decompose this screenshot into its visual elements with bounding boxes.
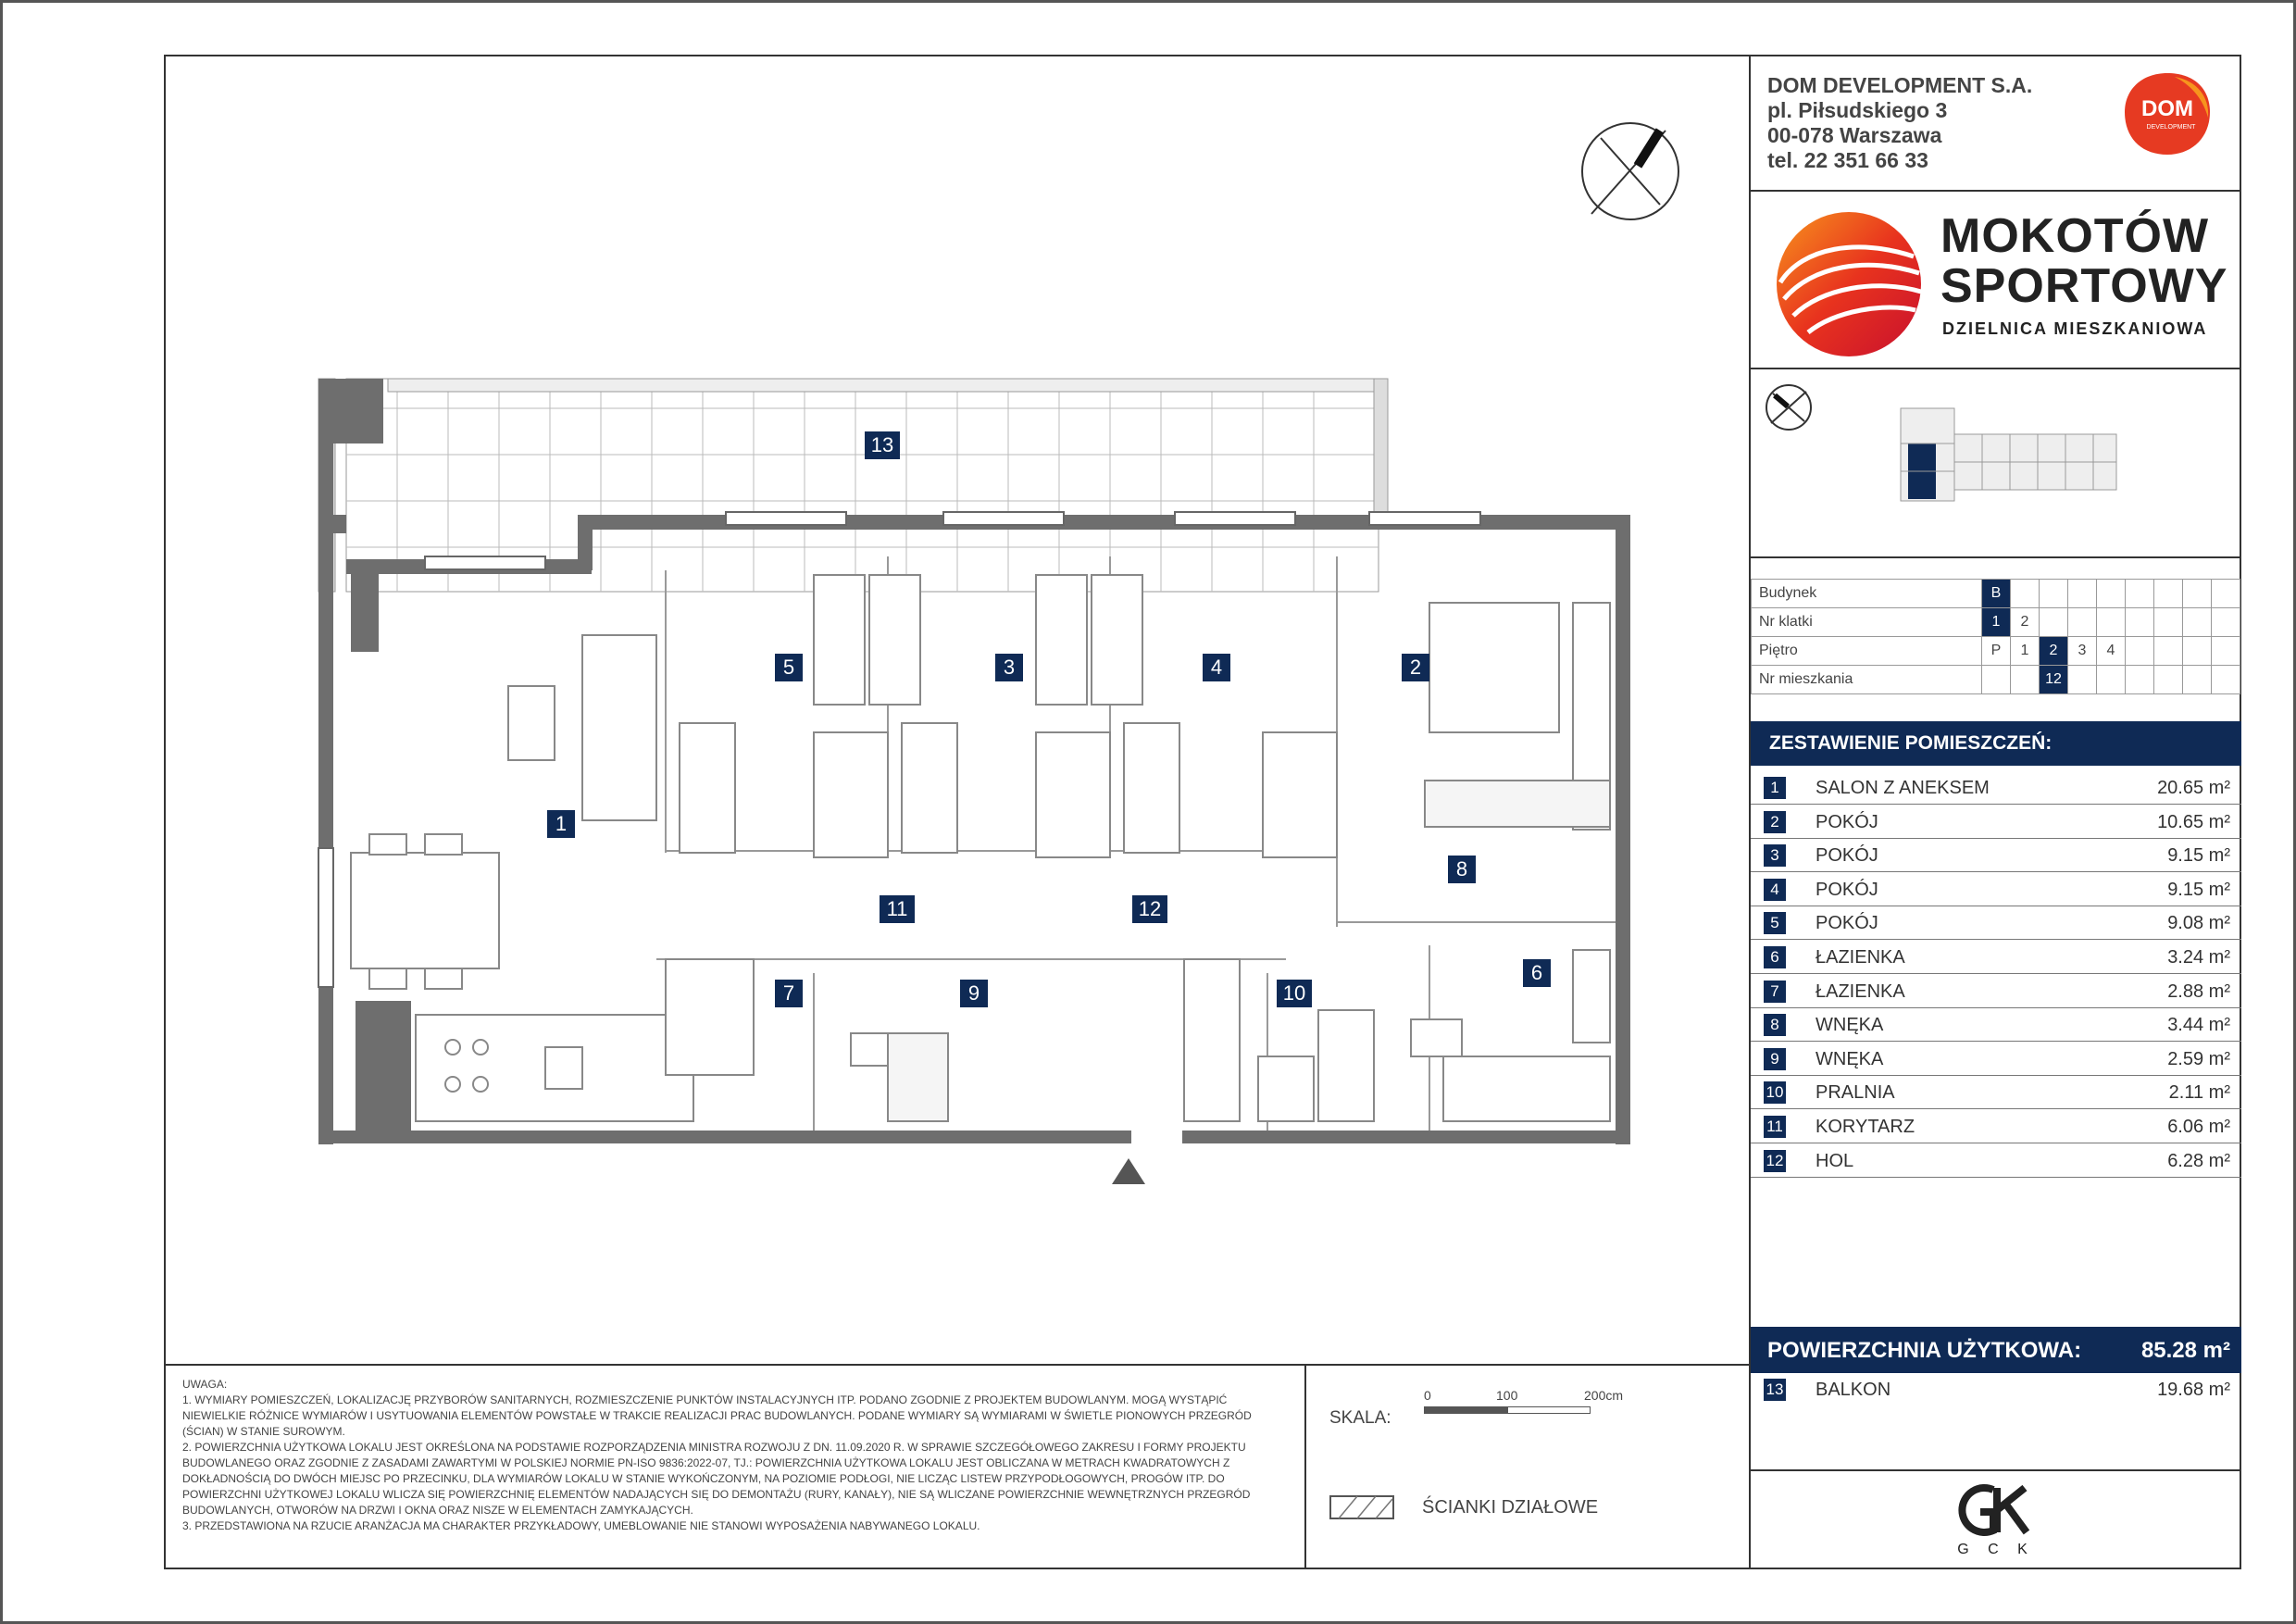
scale-tick-0: 0 [1424, 1388, 1431, 1403]
balcony-name: BALKON [1816, 1380, 1891, 1400]
info-cell [2126, 608, 2154, 637]
entrance-marker [1112, 1158, 1145, 1184]
room-name: POKÓJ [1816, 879, 1878, 900]
room-label-13: 13 [865, 431, 900, 459]
info-cell [2068, 608, 2097, 637]
scale-bar-white [1507, 1406, 1591, 1414]
project-branding [1751, 192, 2241, 369]
notes-section [166, 1364, 1749, 1569]
room-row [1751, 975, 2241, 1008]
project-subtitle: DZIELNICA MIESZKANIOWA [1942, 319, 2208, 338]
room-label-9: 9 [960, 980, 988, 1007]
notes [182, 1377, 1293, 1534]
room-name: KORYTARZ [1816, 1117, 1915, 1137]
info-cell [2183, 637, 2212, 666]
info-cell [2011, 666, 2040, 694]
room-area: 6.06 m² [2167, 1117, 2230, 1137]
info-cell [2154, 637, 2183, 666]
info-cell [2154, 666, 2183, 694]
room-row [1751, 839, 2241, 872]
balcony-area: 19.68 m² [2157, 1380, 2230, 1400]
info-row [1752, 637, 2240, 666]
unit-info-table [1751, 579, 2240, 694]
room-area: 9.08 m² [2167, 913, 2230, 934]
unit-info [1751, 579, 2241, 703]
info-cell [2068, 580, 2097, 608]
room-label-6: 6 [1523, 959, 1551, 987]
scale-tick-100: 100 [1496, 1388, 1518, 1403]
room-row [1751, 771, 2241, 805]
company-info [1751, 56, 2241, 192]
note-1: 1. WYMIARY POMIESZCZEŃ, LOKALIZACJĘ PRZYBORÓW SANITARNYCH, ROZMIESZCZENIE PUNKTÓW INSTALACYJNYCH ITP. PODANO ZGODNIE Z PROJEKTEM BUDOWLANYM. MOGĄ WYSTĄPIĆ NIEWIELKIE RÓŻNICE WYMIARÓW I USYTUOWANIA ELEMENTÓW POWSTAŁE W TRAKCIE REALIZACJI PRAC BUDOWLANYCH. PODANE WYMIARY SĄ WYMIARAMI W ŚWIETLE PIONOWYCH PRZEGRÓD (ŚCIAN) W STANIE SUROWYM. [182, 1393, 1252, 1438]
room-label-5: 5 [775, 654, 803, 681]
info-cell: B [1982, 580, 2011, 608]
gck-logo-icon [1953, 1482, 2036, 1538]
info-cell [2212, 637, 2240, 666]
info-cell [2183, 666, 2212, 694]
room-area: 9.15 m² [2167, 879, 2230, 900]
info-cell [2097, 666, 2126, 694]
compass-small-icon [1764, 382, 1814, 432]
info-cell [2097, 608, 2126, 637]
room-area: 2.11 m² [2168, 1082, 2230, 1104]
room-area: 9.15 m² [2167, 845, 2230, 867]
room-name: WNĘKA [1816, 1015, 1884, 1036]
info-cell [2154, 580, 2183, 608]
room-number: 1 [1764, 777, 1786, 799]
room-label-4: 4 [1203, 654, 1230, 681]
info-row [1752, 666, 2240, 694]
info-cell: 1 [1982, 608, 2011, 637]
room-number: 4 [1764, 879, 1786, 901]
info-row-label: Piętro [1752, 637, 1982, 666]
sheet-frame [164, 55, 2241, 1569]
company-address-2: 00-078 Warszawa [1767, 123, 1942, 147]
room-label-2: 2 [1402, 654, 1429, 681]
mokotow-sportowy-logo-icon [1775, 210, 1923, 358]
room-label-11: 11 [880, 895, 915, 923]
room-label-10: 10 [1277, 980, 1312, 1007]
notes-title: UWAGA: [182, 1378, 228, 1391]
info-cell [2212, 608, 2240, 637]
info-row [1752, 608, 2240, 637]
info-row-label: Budynek [1752, 580, 1982, 608]
dom-logo-subtext: DEVELOPMENT [2146, 124, 2196, 131]
compass-icon [1582, 123, 1678, 219]
info-cell [2126, 637, 2154, 666]
info-cell: 1 [2011, 637, 2040, 666]
company-name: DOM DEVELOPMENT S.A. [1767, 73, 2033, 97]
room-number: 3 [1764, 844, 1786, 867]
room-area: 6.28 m² [2167, 1150, 2230, 1171]
room-row [1751, 1008, 2241, 1042]
scale-section [1304, 1366, 1751, 1569]
company-phone: tel. 22 351 66 33 [1767, 148, 1928, 172]
info-cell [2040, 608, 2068, 637]
info-row-label: Nr mieszkania [1752, 666, 1982, 694]
room-number: 8 [1764, 1014, 1786, 1036]
info-cell: 2 [2040, 637, 2068, 666]
balcony-number: 13 [1764, 1379, 1786, 1401]
room-row [1751, 1076, 2241, 1109]
info-cell [2011, 580, 2040, 608]
partition-legend-label: ŚCIANKI DZIAŁOWE [1422, 1497, 1599, 1518]
info-cell [2212, 666, 2240, 694]
room-number: 11 [1764, 1116, 1786, 1138]
room-number: 12 [1764, 1150, 1786, 1172]
info-cell [2212, 580, 2240, 608]
info-cell [2154, 608, 2183, 637]
info-cell [2097, 580, 2126, 608]
balcony-row [1751, 1373, 2241, 1406]
room-name: POKÓJ [1816, 811, 1878, 832]
room-label-3: 3 [995, 654, 1023, 681]
floor-plan [166, 56, 1749, 1364]
info-cell [2126, 666, 2154, 694]
room-name: PRALNIA [1816, 1082, 1895, 1104]
room-area: 10.65 m² [2157, 811, 2230, 832]
room-name: POKÓJ [1816, 845, 1878, 867]
note-3: 3. PRZEDSTAWIONA NA RZUCIE ARANŻACJA MA CHARAKTER PRZYKŁADOWY, UMEBLOWANIE NIE STANOWI WYPOSAŻENIA NABYWANEGO LOKALU. [182, 1519, 980, 1532]
room-name: ŁAZIENKA [1816, 981, 1905, 1002]
room-area: 2.59 m² [2167, 1048, 2230, 1069]
room-row [1751, 906, 2241, 940]
room-name: ŁAZIENKA [1816, 947, 1905, 968]
key-plan-map [1899, 406, 2121, 508]
info-row-label: Nr klatki [1752, 608, 1982, 637]
room-number: 10 [1764, 1081, 1786, 1104]
dom-development-logo [2121, 69, 2214, 158]
room-row [1751, 1144, 2241, 1178]
info-cell: 2 [2011, 608, 2040, 637]
room-label-7: 7 [775, 980, 803, 1007]
room-label-12: 12 [1132, 895, 1167, 923]
company-address-1: pl. Piłsudskiego 3 [1767, 98, 1948, 122]
room-number: 7 [1764, 981, 1786, 1003]
info-cell [2068, 666, 2097, 694]
partition-hatch-icon [1329, 1495, 1394, 1519]
room-name: HOL [1816, 1150, 1854, 1171]
gck-letters: G C K [1957, 1542, 2035, 1557]
room-number: 5 [1764, 912, 1786, 934]
room-number: 2 [1764, 811, 1786, 833]
room-row [1751, 1110, 2241, 1143]
room-name: WNĘKA [1816, 1048, 1884, 1069]
room-name: POKÓJ [1816, 913, 1878, 934]
room-area: 3.44 m² [2167, 1015, 2230, 1036]
room-row [1751, 806, 2241, 839]
room-area: 20.65 m² [2157, 778, 2230, 798]
room-row [1751, 873, 2241, 906]
project-title-line1: MOKOTÓW [1940, 209, 2210, 263]
room-number: 6 [1764, 946, 1786, 968]
dom-logo-text: DOM [2141, 96, 2193, 121]
room-label-8: 8 [1448, 856, 1476, 883]
room-row [1751, 1043, 2241, 1076]
total-area-value: 85.28 m² [2140, 1338, 2230, 1363]
room-name: SALON Z ANEKSEM [1816, 778, 1990, 798]
info-sidebar [1749, 56, 2241, 1568]
room-number: 9 [1764, 1048, 1786, 1070]
info-cell [1982, 666, 2011, 694]
rooms-header: ZESTAWIENIE POMIESZCZEŃ: [1751, 721, 2241, 766]
scale-bar-black [1424, 1406, 1507, 1414]
info-cell [2183, 608, 2212, 637]
room-row [1751, 941, 2241, 974]
scale-tick-200: 200cm [1584, 1388, 1624, 1403]
project-title-line2: SPORTOWY [1940, 259, 2228, 313]
total-area-label: POWIERZCHNIA UŻYTKOWA: [1767, 1338, 2082, 1363]
room-area: 2.88 m² [2167, 981, 2230, 1002]
info-cell [2183, 580, 2212, 608]
info-cell: 12 [2040, 666, 2068, 694]
info-cell: P [1982, 637, 2011, 666]
info-cell: 3 [2068, 637, 2097, 666]
total-area [1751, 1327, 2241, 1373]
scale-label: SKALA: [1329, 1408, 1391, 1428]
room-area: 3.24 m² [2167, 947, 2230, 968]
floor-plan-drawing [166, 56, 1749, 1364]
key-plan [1751, 369, 2241, 558]
note-2: 2. POWIERZCHNIA UŻYTKOWA LOKALU JEST OKREŚLONA NA PODSTAWIE ROZPORZĄDZENIA MINISTRA ROZWOJU Z DN. 11.09.2020 R. W SPRAWIE SZCZEGÓŁOWEGO ZAKRESU I FORMY PROJEKTU BUDOWLANEGO ORAZ ZGODNIE Z ZASADAMI ZAWARTYMI W POLSKIEJ NORMIE PN-ISO 9836:2022-07, TJ.: POWIERZCHNIA UŻYTKOWA LOKALU JEST OBLICZANA W METRACH KWADRATOWYCH Z DOKŁADNOŚCIĄ DO DWÓCH MIEJSC PO PRZECINKU, DLA WYMIARÓW LOKALU W STANIE WYKOŃCZONYM, NA POZIOMIE PODŁOGI, NIE LICZĄC LISTEW PRZYPODŁOGOWYCH, PROGÓW ITP. DO POWIERZCHNI UŻYTKOWEJ LOKALU WLICZA SIĘ POWIERZCHNIĘ ELEMENTÓW NADAJĄCYCH SIĘ DO DEMONTAŻU (RURY, KANAŁY), NIE SĄ WLICZANE POWIERZCHNIE WEWNĘTRZNYCH PRZEGRÓD BUDOWLANYCH, OTWORÓW NA DRZWI I OKNA ORAZ NISZE W ELEMENTACH ZAMYKAJĄCYCH. [182, 1441, 1251, 1517]
info-row [1752, 580, 2240, 608]
info-cell [2040, 580, 2068, 608]
info-cell [2126, 580, 2154, 608]
room-label-1: 1 [547, 810, 575, 838]
info-cell: 4 [2097, 637, 2126, 666]
gck-logo-box [1751, 1469, 2241, 1569]
